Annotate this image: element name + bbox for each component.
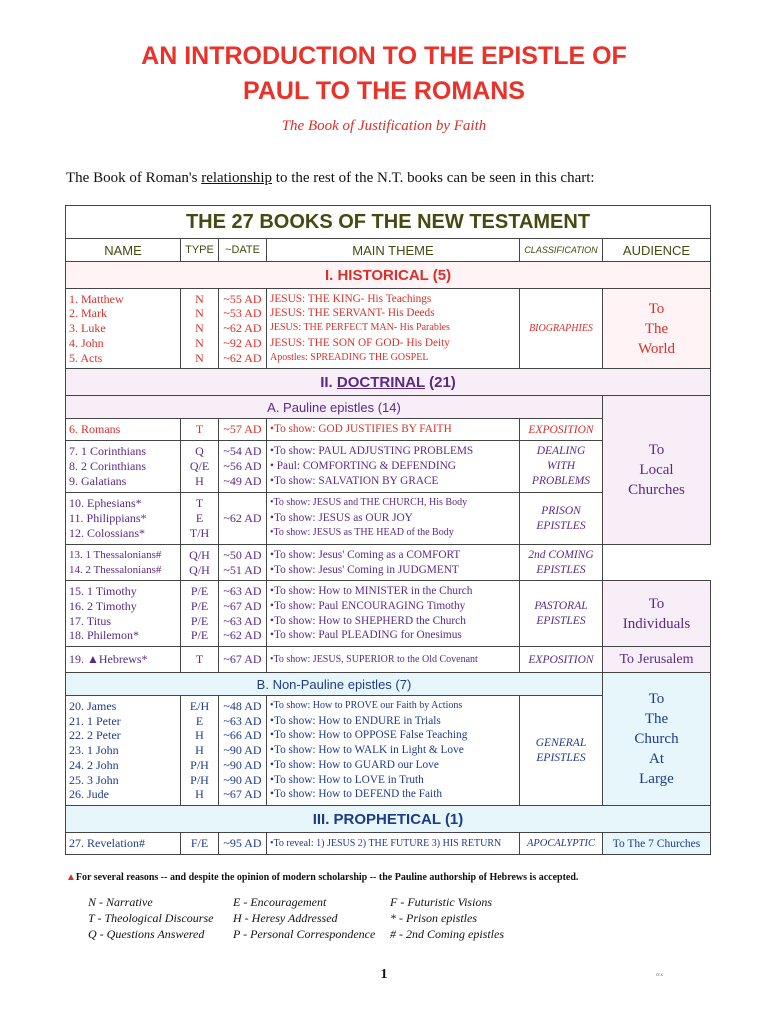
page-title-line2: PAUL TO THE ROMANS <box>243 77 525 105</box>
list-item: N <box>195 350 204 365</box>
list-item: T <box>195 496 204 511</box>
list-item: N <box>195 291 204 306</box>
audience-line: At <box>649 751 664 767</box>
list-item: 20. James <box>69 699 117 714</box>
list-item: ~90 AD <box>223 757 262 772</box>
list-item: •To show: How to SHEPHERD the Church <box>270 614 466 627</box>
header-date: ~DATE <box>219 239 267 262</box>
list-item: •To show: How to OPPOSE False Teaching <box>270 729 468 742</box>
list-item: T/H <box>189 525 210 540</box>
list-item: EPISTLES <box>536 614 586 627</box>
church-at-large-audience <box>603 673 711 806</box>
section-historical: I. HISTORICAL (5) <box>66 262 711 289</box>
list-item: 13. 1 Thessalonians# <box>69 548 162 561</box>
list-item: 5. Acts <box>69 350 103 365</box>
general-classification <box>520 696 603 806</box>
list-item: ~48 AD <box>223 699 262 714</box>
problems-dates <box>219 441 267 493</box>
hebrews-date: ~67 AD <box>219 647 267 673</box>
list-item: •To show: SALVATION BY GRACE <box>270 474 439 487</box>
list-item: ~90 AD <box>223 743 262 758</box>
revelation-book: 27. Revelation# <box>66 833 181 855</box>
general-books <box>66 696 181 806</box>
header-type: TYPE <box>181 239 219 262</box>
audience-line: World <box>637 340 676 357</box>
list-item: EPISTLES <box>536 751 586 764</box>
historical-classification: BIOGRAPHIES <box>520 289 603 369</box>
list-item: PASTORAL <box>534 599 588 612</box>
list-item: ~56 AD <box>223 459 262 474</box>
revelation-date: ~95 AD <box>219 833 267 855</box>
audience-line: The <box>644 711 669 727</box>
corner-mark: cr.s <box>656 973 663 978</box>
list-item: JESUS: THE KING- His Teachings <box>270 292 432 305</box>
list-item: E/H <box>189 699 210 714</box>
hebrews-classification: EXPOSITION <box>520 647 603 673</box>
romans-theme <box>267 419 520 441</box>
list-item: ~55 AD <box>223 291 262 306</box>
list-item: 18. Philemon* <box>69 628 140 643</box>
list-item: ~51 AD <box>223 562 262 577</box>
list-item: 17. Titus <box>69 613 112 628</box>
list-item: 26. Jude <box>69 787 109 802</box>
list-item: EPISTLES <box>536 519 586 532</box>
intro-underlined-word: relationship <box>201 170 273 186</box>
legend-item: Q - Questions Answered <box>88 927 205 941</box>
page-subtitle: The Book of Justification by Faith <box>281 118 487 134</box>
header-theme: MAIN THEME <box>267 239 520 262</box>
intro-text-before: The Book of Roman's <box>66 170 202 186</box>
audience-line: Church <box>634 731 679 747</box>
list-item: ~67 AD <box>223 598 262 613</box>
list-item: GENERAL <box>535 736 587 749</box>
list-item: ~63 AD <box>223 584 262 599</box>
hebrews-theme <box>267 647 520 673</box>
section-suffix: (21) <box>424 373 456 391</box>
list-item: ~63 AD <box>223 713 262 728</box>
pastoral-dates <box>219 581 267 647</box>
list-item: ~90 AD <box>223 772 262 787</box>
list-item: PROBLEMS <box>531 474 591 487</box>
audience-line: To <box>648 442 665 458</box>
individuals-audience <box>603 581 711 647</box>
local-churches-audience <box>603 396 711 545</box>
footnote-text: For several reasons -- and despite the opinion of modern scholarship -- the Pauline authorship of Hebrews is accepted. <box>75 872 579 883</box>
revelation-theme <box>267 833 520 855</box>
list-item: P/E <box>190 584 209 599</box>
list-item: Q <box>195 444 204 459</box>
thessalonians-books <box>66 545 181 581</box>
revelation-audience: To The 7 Churches <box>603 833 711 855</box>
page-title-line1: AN INTRODUCTION TO THE EPISTLE OF <box>141 42 627 70</box>
list-item: 22. 2 Peter <box>69 728 121 743</box>
intro-text-after: to the rest of the N.T. books can be seen in this chart: <box>272 170 595 186</box>
list-item: 4. John <box>69 335 104 350</box>
problems-classification <box>520 441 603 493</box>
list-item: ~62 AD <box>223 350 262 365</box>
legend-item: N - Narrative <box>88 895 153 909</box>
list-item: ~63 AD <box>223 613 262 628</box>
audience-line: To <box>648 691 665 707</box>
list-item: 2. Mark <box>69 306 107 321</box>
list-item: ~62 AD <box>223 628 262 643</box>
historical-dates <box>219 289 267 369</box>
list-item: 2nd COMING <box>528 548 594 561</box>
list-item: • Paul: COMFORTING & DEFENDING <box>270 460 456 473</box>
list-item: •To show: How to LOVE in Truth <box>270 773 424 786</box>
prison-themes <box>267 493 520 545</box>
historical-types <box>181 289 219 369</box>
section-prophetical: III. PROPHETICAL (1) <box>66 806 711 833</box>
romans-date <box>219 419 267 441</box>
list-item: 8. 2 Corinthians <box>69 459 146 474</box>
section-prefix: II. <box>320 373 337 391</box>
audience-line: The <box>644 320 669 337</box>
list-item: •To show: How to PROVE our Faith by Actions <box>270 700 463 712</box>
list-item: H <box>195 728 204 743</box>
prison-books <box>66 493 181 545</box>
intro-paragraph <box>66 170 595 187</box>
list-item: Q/E <box>189 459 210 474</box>
jerusalem-audience: To Jerusalem <box>603 647 711 673</box>
hebrews-type: T <box>181 647 219 673</box>
audience-line: Large <box>639 771 674 787</box>
list-item: ~66 AD <box>223 728 262 743</box>
list-item: N <box>195 321 204 336</box>
list-item: Q/H <box>189 562 210 577</box>
list-item: PRISON <box>541 504 581 517</box>
list-item: ~57 AD <box>223 422 262 437</box>
list-item: DEALING <box>536 445 586 458</box>
list-item: H <box>195 473 204 488</box>
list-item: 24. 2 John <box>69 757 119 772</box>
list-item: P/H <box>190 772 209 787</box>
list-item: •To show: JESUS, SUPERIOR to the Old Covenant <box>270 654 478 665</box>
problems-themes <box>267 441 520 493</box>
list-item: P/H <box>190 757 209 772</box>
list-item: ~92 AD <box>223 335 262 350</box>
problems-books <box>66 441 181 493</box>
section-word: DOCTRINAL <box>336 373 425 391</box>
list-item: T <box>195 422 204 437</box>
prison-types <box>181 493 219 545</box>
thessalonians-themes <box>267 545 520 581</box>
list-item: P/E <box>190 613 209 628</box>
header-name: NAME <box>66 239 181 262</box>
general-themes <box>267 696 520 806</box>
triangle-icon: ▲ <box>66 872 76 883</box>
audience-line: Local <box>639 462 674 478</box>
audience-line: Individuals <box>622 615 691 632</box>
legend-item: P - Personal Correspondence <box>233 927 376 941</box>
legend-item: H - Heresy Addressed <box>233 911 338 925</box>
list-item: E <box>195 511 204 526</box>
hebrews-book: 19. ▲Hebrews* <box>66 647 181 673</box>
audience-line: To <box>648 300 665 317</box>
header-audience: AUDIENCE <box>603 239 711 262</box>
list-item: ~67 AD <box>223 787 262 802</box>
list-item: •To show: How to MINISTER in the Church <box>270 585 473 598</box>
general-types <box>181 696 219 806</box>
list-item: 1. Matthew <box>69 291 124 306</box>
general-dates <box>219 696 267 806</box>
legend-item: # - 2nd Coming epistles <box>390 927 504 941</box>
list-item: •To show: Jesus' Coming in JUDGMENT <box>270 563 459 576</box>
historical-themes <box>267 289 520 369</box>
list-item: JESUS: THE PERFECT MAN- His Parables <box>270 322 450 334</box>
list-item: E <box>195 713 204 728</box>
list-item: •To show: PAUL ADJUSTING PROBLEMS <box>270 445 474 458</box>
thessalonians-classification <box>520 545 603 581</box>
legend-item: * - Prison epistles <box>390 911 477 925</box>
historical-books <box>66 289 181 369</box>
thessalonians-dates <box>219 545 267 581</box>
list-item: •To show: GOD JUSTIFIES BY FAITH <box>270 423 452 436</box>
subsection-non-pauline: B. Non-Pauline epistles (7) <box>66 673 603 696</box>
list-item: 6. Romans <box>69 422 121 437</box>
romans-classification: EXPOSITION <box>520 419 603 441</box>
list-item: •To show: JESUS as THE HEAD of the Body <box>270 526 454 538</box>
pastoral-types <box>181 581 219 647</box>
list-item: P/E <box>190 598 209 613</box>
pastoral-classification <box>520 581 603 647</box>
list-item: H <box>195 787 204 802</box>
list-item: ~50 AD <box>223 547 262 562</box>
list-item: ~49 AD <box>223 473 262 488</box>
list-item: 23. 1 John <box>69 743 119 758</box>
list-item: Q/H <box>189 547 210 562</box>
list-item: EPISTLES <box>536 563 586 576</box>
list-item: •To show: How to ENDURE in Trials <box>270 714 441 727</box>
list-item: 11. Philippians* <box>69 511 147 526</box>
list-item: P/E <box>190 628 209 643</box>
list-item: •To show: JESUS and THE CHURCH, His Body <box>270 497 468 509</box>
list-item: •To show: JESUS as OUR JOY <box>270 512 413 525</box>
list-item: 15. 1 Timothy <box>69 584 137 599</box>
list-item: •To show: How to GUARD our Love <box>270 758 439 771</box>
list-item: •To reveal: 1) JESUS 2) THE FUTURE 3) HIS RETURN <box>270 838 502 849</box>
list-item: •To show: Paul ENCOURAGING Timothy <box>270 599 466 612</box>
hebrews-footnote <box>66 872 578 883</box>
legend-item: F - Futuristic Visions <box>390 895 493 909</box>
list-item: •To show: Paul PLEADING for Onesimus <box>270 629 462 642</box>
list-item: 3. Luke <box>69 321 106 336</box>
historical-audience <box>603 289 711 369</box>
pastoral-books <box>66 581 181 647</box>
list-item: 16. 2 Timothy <box>69 598 137 613</box>
list-item: 25. 3 John <box>69 772 119 787</box>
audience-line: To <box>648 595 665 612</box>
table-title: THE 27 BOOKS OF THE NEW TESTAMENT <box>66 206 711 239</box>
list-item: 7. 1 Corinthians <box>69 444 146 459</box>
audience-line: Churches <box>628 482 685 498</box>
list-item: •To show: How to DEFEND the Faith <box>270 788 442 801</box>
list-item: N <box>195 306 204 321</box>
list-item: ~62 AD <box>223 321 262 336</box>
romans-book <box>66 419 181 441</box>
revelation-type: F/E <box>181 833 219 855</box>
romans-type <box>181 419 219 441</box>
prison-classification <box>520 493 603 545</box>
list-item: •To show: How to WALK in Light & Love <box>270 744 464 757</box>
legend-item: E - Encouragement <box>233 895 327 909</box>
list-item: 21. 1 Peter <box>69 713 121 728</box>
list-item: 10. Ephesians* <box>69 496 142 511</box>
list-item: H <box>195 743 204 758</box>
list-item: 9. Galatians <box>69 473 127 488</box>
revelation-classification: APOCALYPTIC <box>520 833 603 855</box>
section-doctrinal <box>66 369 711 396</box>
list-item: 12. Colossians* <box>69 525 146 540</box>
list-item: WITH <box>546 460 576 473</box>
pastoral-themes <box>267 581 520 647</box>
list-item: Apostles: SPREADING THE GOSPEL <box>270 351 429 363</box>
prison-date: ~62 AD <box>219 493 267 545</box>
header-classification: CLASSIFICATION <box>520 239 603 262</box>
list-item: JESUS: THE SERVANT- His Deeds <box>270 307 435 320</box>
list-item: •To show: Jesus' Coming as a COMFORT <box>270 548 461 561</box>
thessalonians-types <box>181 545 219 581</box>
list-item: JESUS: THE SON OF GOD- His Deity <box>270 336 450 349</box>
subsection-pauline: A. Pauline epistles (14) <box>66 396 603 419</box>
list-item: N <box>195 335 204 350</box>
list-item: ~53 AD <box>223 306 262 321</box>
legend-item: T - Theological Discourse <box>88 911 214 925</box>
nt-books-table <box>65 205 711 855</box>
list-item: ~54 AD <box>223 444 262 459</box>
problems-types <box>181 441 219 493</box>
list-item: 14. 2 Thessalonians# <box>69 563 162 576</box>
page-number: 1 <box>380 967 388 982</box>
